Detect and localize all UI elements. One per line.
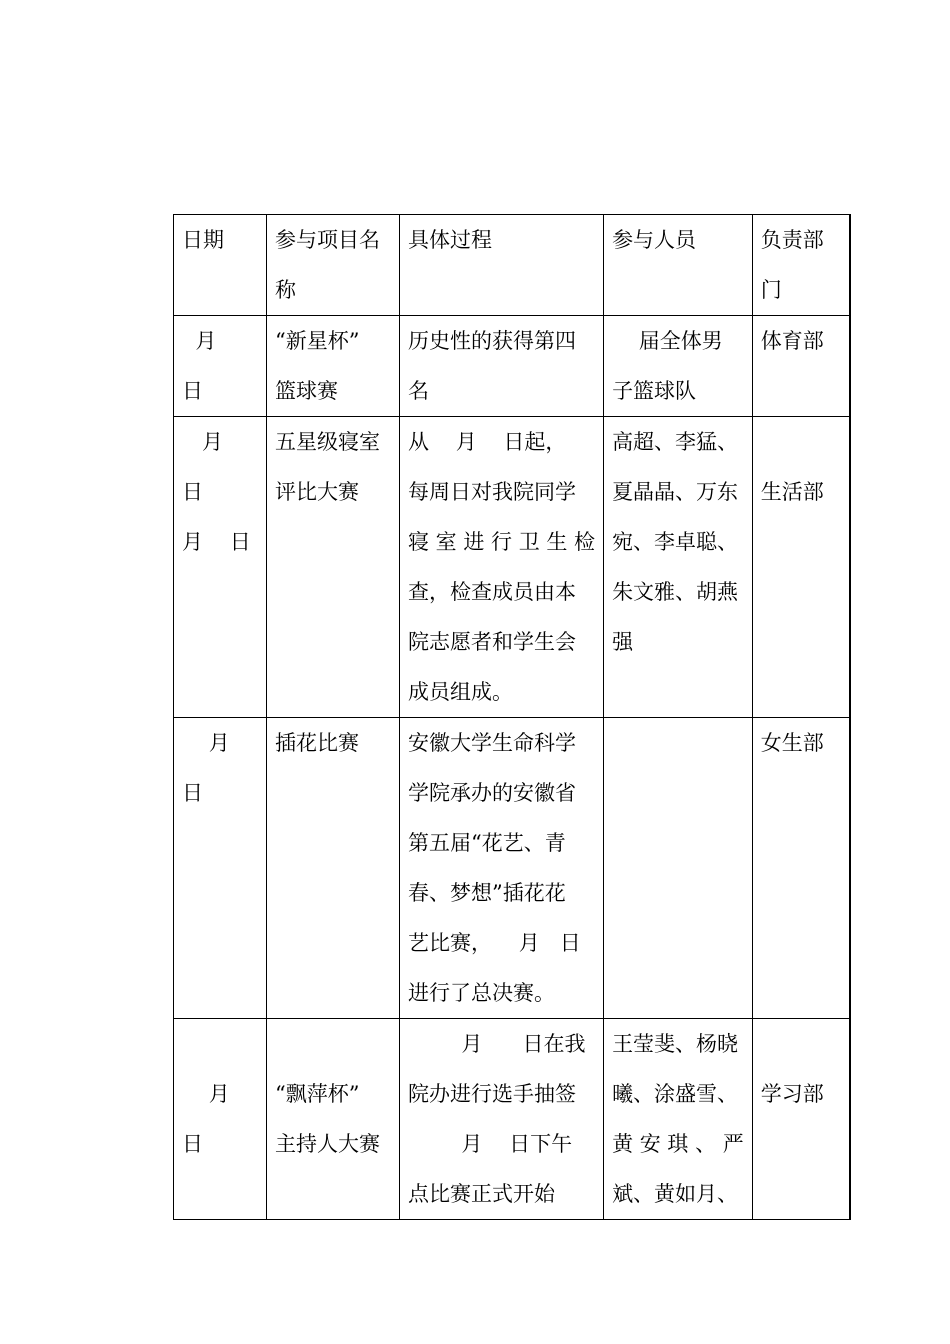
cell-text-line: 艺比赛， 月 日	[408, 931, 581, 955]
header-date	[174, 215, 267, 316]
header-dept	[752, 215, 850, 316]
activity-table	[173, 214, 851, 1220]
cell-text-line: 负责部	[760, 228, 824, 252]
cell-text-line: 插花比赛	[275, 731, 359, 755]
cell-text-line: 日	[182, 1132, 203, 1156]
cell-dept	[752, 417, 850, 718]
cell-text-line: 届全体男	[612, 329, 723, 353]
header-process	[400, 215, 604, 316]
cell-process	[400, 417, 604, 718]
cell-project	[267, 417, 400, 718]
cell-text-line: 学院承办的安徽省	[408, 781, 576, 805]
cell-date	[174, 718, 267, 1019]
cell-text-line: 日	[182, 379, 203, 403]
header-project	[267, 215, 400, 316]
cell-text-line: 黄 安 琪 、 严	[612, 1132, 744, 1156]
cell-date	[174, 316, 267, 417]
cell-date	[174, 417, 267, 718]
cell-text-line	[761, 1019, 842, 1069]
cell-text-line: 日	[182, 480, 203, 504]
table-row	[174, 1019, 851, 1220]
cell-text-line: 参与人员	[612, 228, 697, 252]
cell-people	[604, 1019, 753, 1220]
table-body	[174, 215, 851, 1220]
cell-text-line: 高超、李猛、	[612, 430, 739, 454]
cell-process	[400, 718, 604, 1019]
cell-text-line: 月 日	[182, 530, 251, 554]
cell-text-line: 点比赛正式开始	[408, 1182, 555, 1206]
cell-text-line: 院志愿者和学生会	[408, 630, 576, 654]
cell-text-line: 强	[612, 630, 634, 654]
cell-text-line: 每周日对我院同学	[408, 480, 576, 504]
cell-text-line: 寝 室 进 行 卫 生 检	[408, 530, 596, 554]
cell-text-line: 夏晶晶、万东	[612, 480, 739, 504]
cell-text-line: 第五届“花艺、青	[408, 831, 566, 855]
cell-text-line: 宛、李卓聪、	[612, 530, 739, 554]
cell-project	[267, 718, 400, 1019]
header-people	[604, 215, 753, 316]
cell-text-line: 成员组成。	[408, 680, 513, 704]
cell-text-line	[761, 417, 842, 467]
cell-text-line: 体育部	[760, 329, 824, 353]
cell-text-line: 朱文雅、胡燕	[612, 580, 739, 604]
cell-text-line: 月	[182, 1082, 230, 1106]
header-row	[174, 215, 851, 316]
cell-text-line: 称	[275, 278, 296, 302]
cell-project	[267, 316, 400, 417]
cell-process	[400, 1019, 604, 1220]
cell-people	[604, 718, 753, 1019]
cell-text-line: “新星杯”	[275, 329, 360, 353]
table-row	[174, 718, 851, 1019]
cell-text-line: 安徽大学生命科学	[408, 731, 576, 755]
cell-text-line: 参与项目名	[275, 228, 380, 252]
cell-text-line: 曦、涂盛雪、	[612, 1082, 739, 1106]
cell-text-line: 五星级寝室	[275, 430, 380, 454]
cell-text-line: 日	[182, 781, 203, 805]
cell-text-line: 具体过程	[408, 228, 492, 252]
table-row	[174, 316, 851, 417]
cell-text-line: 历史性的获得第四	[408, 329, 576, 353]
cell-text-line: 日期	[182, 228, 224, 252]
cell-text-line: 月	[182, 329, 217, 353]
cell-text-line: 篮球赛	[275, 379, 338, 403]
cell-text-line: 斌、黄如月、	[612, 1182, 739, 1206]
cell-text-line: 月 日在我	[408, 1032, 586, 1056]
cell-text-line: 从 月 日起，	[408, 430, 567, 454]
cell-date	[174, 1019, 267, 1220]
cell-text-line: 进行了总决赛。	[408, 981, 555, 1005]
cell-dept	[752, 1019, 850, 1220]
cell-text-line: 主持人大赛	[275, 1132, 380, 1156]
cell-text-line	[275, 1019, 391, 1069]
cell-people	[604, 417, 753, 718]
cell-text-line: 院办进行选手抽签	[408, 1082, 576, 1106]
table-row	[174, 417, 851, 718]
cell-text-line: 女生部	[760, 731, 824, 755]
cell-people	[604, 316, 753, 417]
cell-dept	[752, 316, 850, 417]
cell-process	[400, 316, 604, 417]
cell-text-line: 生活部	[760, 480, 824, 504]
cell-text-line: 月	[182, 731, 230, 755]
cell-text-line	[612, 718, 744, 768]
cell-text-line: 春、梦想”插花花	[408, 881, 566, 905]
cell-text-line: 月 日下午	[408, 1132, 573, 1156]
cell-text-line: 子篮球队	[612, 379, 697, 403]
cell-text-line: 名	[408, 379, 429, 403]
cell-text-line: 月	[182, 430, 224, 454]
cell-text-line: “飘萍杯”	[275, 1082, 360, 1106]
cell-text-line: 门	[760, 278, 782, 302]
cell-text-line: 查，检查成员由本	[408, 580, 576, 604]
cell-text-line: 评比大赛	[275, 480, 359, 504]
cell-text-line	[182, 1019, 258, 1069]
cell-dept	[752, 718, 850, 1019]
cell-text-line: 学习部	[760, 1082, 824, 1106]
cell-project	[267, 1019, 400, 1220]
cell-text-line: 王莹斐、杨晓	[612, 1032, 739, 1056]
